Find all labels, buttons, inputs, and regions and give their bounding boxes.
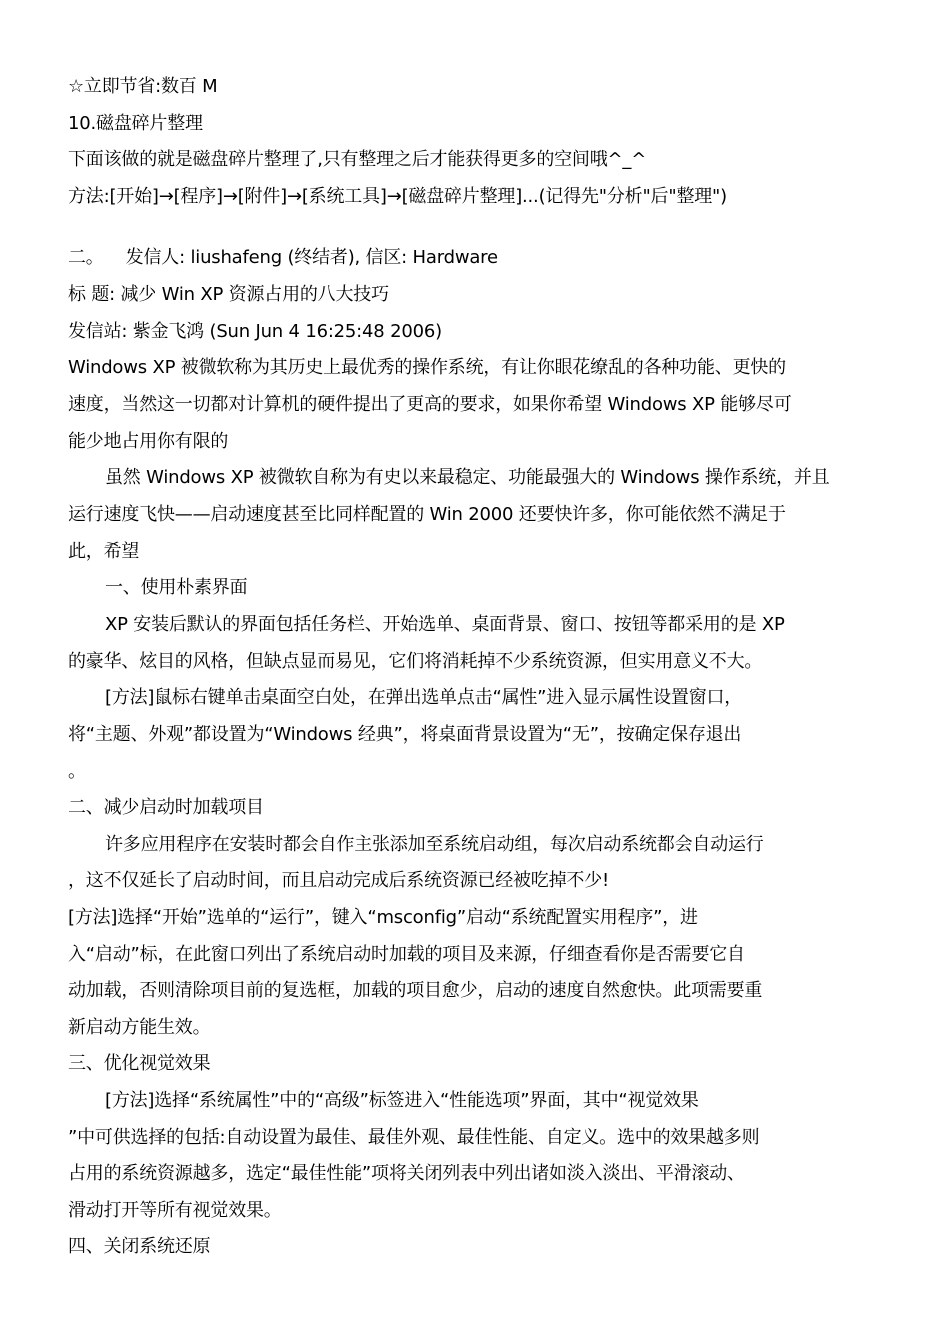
post-header-site: 发信站: 紫金飞鸿 (Sun Jun 4 16:25:48 2006) bbox=[68, 321, 442, 342]
text-line: 占用的系统资源越多，选定“最佳性能”项将关闭列表中列出诸如淡入淡出、平滑滚动、 bbox=[68, 1163, 745, 1184]
text-line: 的豪华、炫目的风格，但缺点显而易见，它们将消耗掉不少系统资源，但实用意义不大。 bbox=[68, 651, 763, 672]
text-line: [方法]鼠标右键单击桌面空白处，在弹出选单点击“属性”进入显示属性设置窗口， bbox=[105, 687, 743, 708]
post-header-title: 标 题: 减少 Win XP 资源占用的八大技巧 bbox=[68, 284, 389, 305]
text-line: ☆立即节省:数百 M bbox=[68, 76, 218, 97]
text-line: 将“主题、外观”都设置为“Windows 经典”，将桌面背景设置为“无”，按确定保存退出 bbox=[68, 724, 742, 745]
text-line: 滑动打开等所有视觉效果。 bbox=[68, 1200, 282, 1221]
text-line: 入“启动”标，在此窗口列出了系统启动时加载的项目及来源，仔细查看你是否需要它自 bbox=[68, 944, 745, 965]
text-line: 能少地占用你有限的 bbox=[68, 431, 229, 452]
text-line: 虽然 Windows XP 被微软自称为有史以来最稳定、功能最强大的 Windows 操作系统，并且 bbox=[105, 467, 830, 488]
text-line: 速度，当然这一切都对计算机的硬件提出了更高的要求，如果你希望 Windows XP 能够尽可 bbox=[68, 394, 792, 415]
text-line: 此，希望 bbox=[68, 541, 140, 562]
text-line: ”中可供选择的包括:自动设置为最佳、最佳外观、最佳性能、自定义。选中的效果越多则 bbox=[68, 1127, 760, 1148]
section-heading: 10.磁盘碎片整理 bbox=[68, 113, 203, 134]
text-line: [方法]选择“开始”选单的“运行”，键入“msconfig”启动“系统配置实用程序”，进 bbox=[68, 907, 698, 928]
text-line: 新启动方能生效。 bbox=[68, 1017, 211, 1038]
text-line: 。 bbox=[68, 761, 86, 782]
text-line: 运行速度飞快——启动速度甚至比同样配置的 Win 2000 还要快许多，你可能依然不满足于 bbox=[68, 504, 786, 525]
section-heading: 一、使用朴素界面 bbox=[105, 577, 248, 598]
post-header-sender: 二。 发信人: liushafeng (终结者), 信区: Hardware bbox=[68, 247, 498, 268]
text-line: 下面该做的就是磁盘碎片整理了,只有整理之后才能获得更多的空间哦^_^ bbox=[68, 149, 647, 170]
section-heading: 二、减少启动时加载项目 bbox=[68, 797, 264, 818]
section-heading: 三、优化视觉效果 bbox=[68, 1053, 211, 1074]
text-line: ，这不仅延长了启动时间，而且启动完成后系统资源已经被吃掉不少! bbox=[68, 870, 610, 891]
text-line: [方法]选择“系统属性”中的“高级”标签进入“性能选项”界面，其中“视觉效果 bbox=[105, 1090, 699, 1111]
text-line: 动加载，否则清除项目前的复选框，加载的项目愈少，启动的速度自然愈快。此项需要重 bbox=[68, 980, 763, 1001]
text-line: Windows XP 被微软称为其历史上最优秀的操作系统，有让你眼花缭乱的各种功能、更快的 bbox=[68, 357, 786, 378]
text-line: XP 安装后默认的界面包括任务栏、开始选单、桌面背景、窗口、按钮等都采用的是 XP bbox=[105, 614, 785, 635]
section-heading: 四、关闭系统还原 bbox=[68, 1236, 211, 1257]
text-line: 方法:[开始]→[程序]→[附件]→[系统工具]→[磁盘碎片整理]...(记得先"分析"后"整理") bbox=[68, 186, 727, 207]
text-line: 许多应用程序在安装时都会自作主张添加至系统启动组，每次启动系统都会自动运行 bbox=[105, 834, 764, 855]
